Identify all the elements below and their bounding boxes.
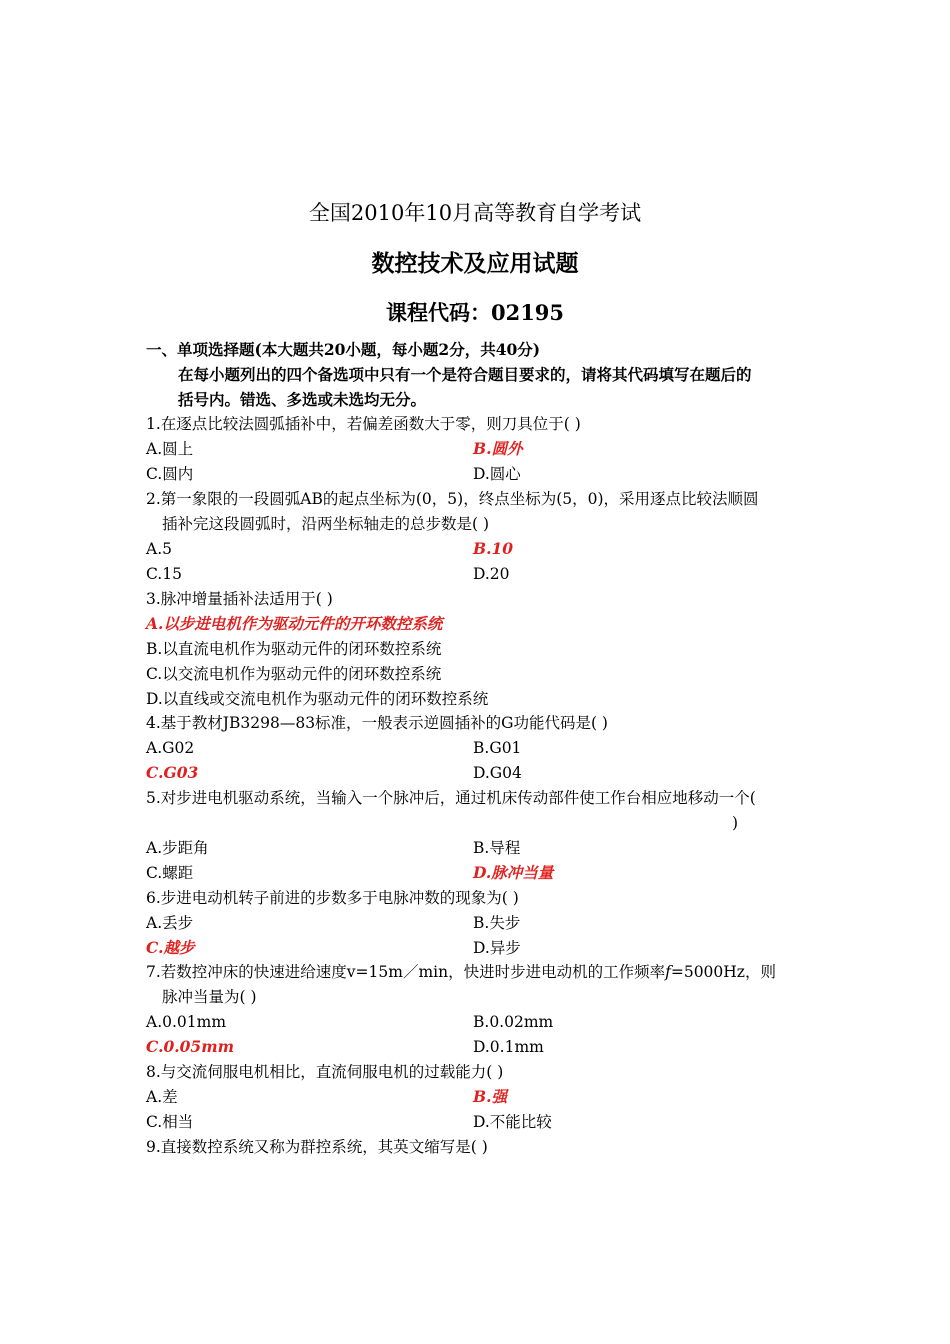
option: C.15 xyxy=(146,565,182,583)
option-answer: A.以步进电机作为驱动元件的开环数控系统 xyxy=(146,614,443,633)
option: D.圆心 xyxy=(473,465,521,483)
question-stem: 6.步进电动机转子前进的步数多于电脉冲数的现象为( ) xyxy=(146,889,519,907)
option: A.步距角 xyxy=(146,839,209,857)
instruction-line: 括号内。错选、多选或未选均无分。 xyxy=(178,390,427,409)
option: A.差 xyxy=(146,1088,178,1106)
question-stem-bracket: ) xyxy=(732,814,739,832)
option-answer: D.脉冲当量 xyxy=(473,863,554,882)
option: C.相当 xyxy=(146,1113,194,1131)
stem-text: =5000Hz，则 xyxy=(670,963,776,981)
option: A.圆上 xyxy=(146,440,194,458)
question-stem: 2.第一象限的一段圆弧AB的起点坐标为(0，5)，终点坐标为(5，0)，采用逐点比较法顺圆 xyxy=(146,490,759,508)
question-stem: 脉冲当量为( ) xyxy=(162,988,257,1006)
option: C.螺距 xyxy=(146,864,194,882)
option-answer: C.越步 xyxy=(146,938,195,957)
option-answer: B.强 xyxy=(473,1087,507,1106)
frequency-symbol: f xyxy=(665,963,671,981)
option: B.导程 xyxy=(473,839,521,857)
option: D.G04 xyxy=(473,764,522,782)
question-stem: 4.基于教材JB3298—83标准，一般表示逆圆插补的G功能代码是( ) xyxy=(146,714,608,732)
option: D.以直线或交流电机作为驱动元件的闭环数控系统 xyxy=(146,690,489,708)
option-answer: B.圆外 xyxy=(473,439,523,458)
option-answer: B.10 xyxy=(473,539,514,558)
stem-text: 7.若数控冲床的快速进给速度v=15m／min，快进时步进电动机的工作频率 xyxy=(146,963,666,981)
option: D.异步 xyxy=(473,939,521,957)
question-stem: 插补完这段圆弧时，沿两坐标轴走的总步数是( ) xyxy=(162,515,490,533)
option: B.0.02mm xyxy=(473,1013,554,1031)
question-stem: 5.对步进电机驱动系统，当输入一个脉冲后，通过机床传动部件使工作台相应地移动一个( xyxy=(146,789,756,807)
question-stem: 1.在逐点比较法圆弧插补中，若偏差函数大于零，则刀具位于( ) xyxy=(146,415,581,433)
question-stem xyxy=(146,962,776,982)
question-stem: 8.与交流伺服电机相比，直流伺服电机的过载能力( ) xyxy=(146,1063,504,1081)
option: A.丢步 xyxy=(146,914,194,932)
section-heading: 一、单项选择题(本大题共20小题，每小题2分，共40分) xyxy=(146,340,541,359)
option: A.0.01mm xyxy=(146,1013,227,1031)
question-stem: 3.脉冲增量插补法适用于( ) xyxy=(146,590,333,608)
option: B.失步 xyxy=(473,914,521,932)
option: B.G01 xyxy=(473,739,522,757)
option-answer: C.G03 xyxy=(146,763,199,782)
option: C.圆内 xyxy=(146,465,194,483)
exam-line: 全国2010年10月高等教育自学考试 xyxy=(308,201,642,225)
course-code: 课程代码：02195 xyxy=(385,300,565,325)
question-stem: 9.直接数控系统又称为群控系统，其英文缩写是( ) xyxy=(146,1138,488,1156)
option: D.0.1mm xyxy=(473,1038,544,1056)
option: A.G02 xyxy=(146,739,195,757)
instruction-line: 在每小题列出的四个备选项中只有一个是符合题目要求的，请将其代码填写在题后的 xyxy=(178,365,752,384)
option-answer: C.0.05mm xyxy=(146,1037,235,1056)
subject-title: 数控技术及应用试题 xyxy=(371,250,579,277)
option: B.以直流电机作为驱动元件的闭环数控系统 xyxy=(146,640,442,658)
option: D.不能比较 xyxy=(473,1113,552,1131)
option: D.20 xyxy=(473,565,510,583)
option: C.以交流电机作为驱动元件的闭环数控系统 xyxy=(146,665,442,683)
option: A.5 xyxy=(146,540,172,558)
